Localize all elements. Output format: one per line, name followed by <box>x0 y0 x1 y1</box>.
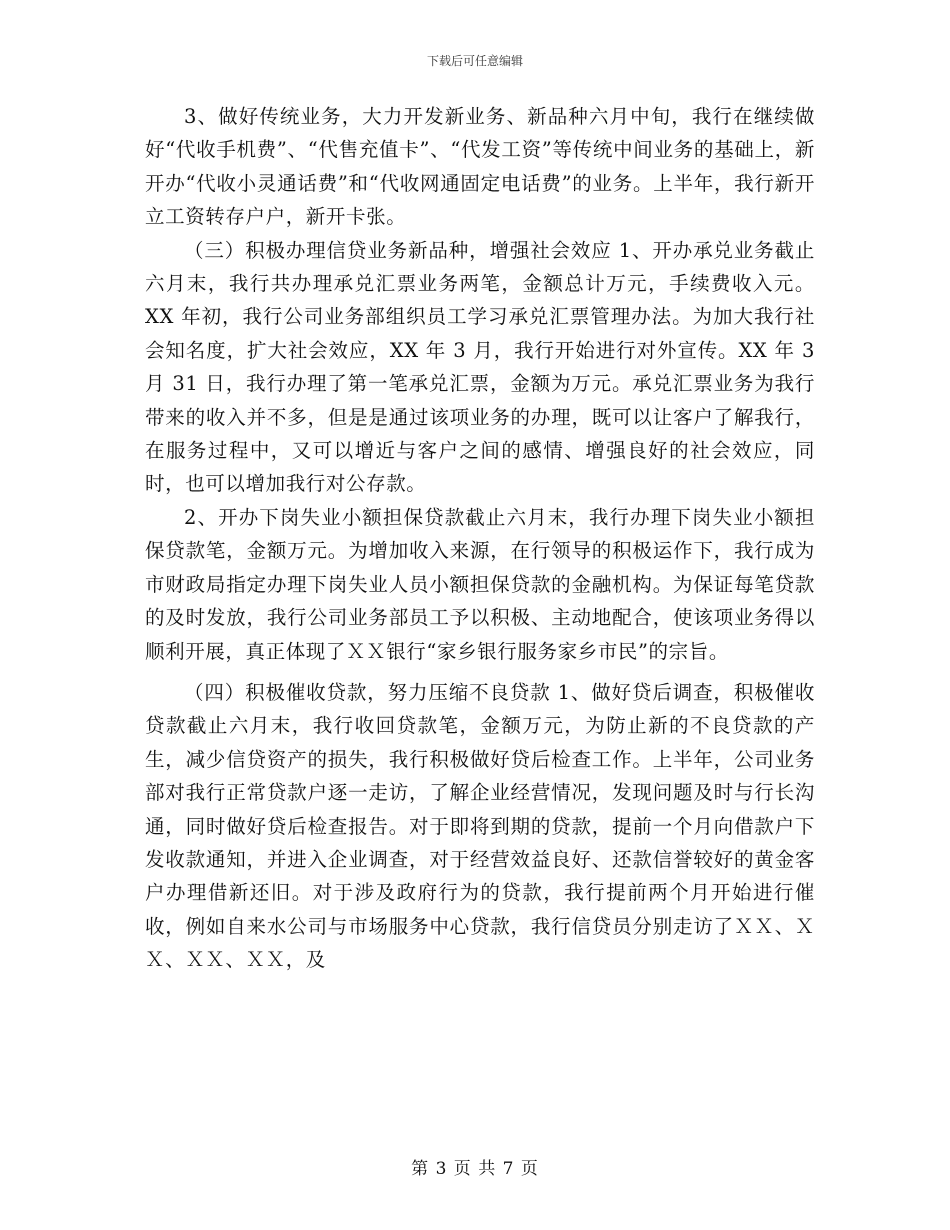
paragraph-loan-collection: （四）积极催收贷款，努力压缩不良贷款 1、做好贷后调查，积极催收贷款截止六月末，我行收回贷款笔，金额万元，为防止新的不良贷款的产生，减少信贷资产的损失，我行积极做好贷后检查工作。上半年，公司业务部对我行正常贷款户逐一走访，了解企业经营情况，发现问题及时与行长沟通，同时做好贷后检查报告。对于即将到期的贷款，提前一个月向借款户下发收款通知，并进入企业调查，对于经营效益良好、还款信誉较好的黄金客户办理借新还旧。对于涉及政府行为的贷款，我行提前两个月开始进行催收，例如自来水公司与市场服务中心贷款，我行信贷员分别走访了ＸＸ、ＸＸ、ＸＸ、ＸＸ，及 <box>145 680 815 972</box>
page-header: 下载后可任意编辑 <box>426 54 523 68</box>
document-body <box>145 100 815 977</box>
page-number: 第 3 页 共 7 页 <box>411 1159 539 1179</box>
paragraph-traditional-business: 3、做好传统业务，大力开发新业务、新品种六月中旬，我行在继续做好“代收手机费”、“代售充值卡”、“代发工资”等传统中间业务的基础上，新开办“代收小灵通话费”和“代收网通固定电话费”的业务。上半年，我行新开立工资转存户户，新开卡张。 <box>145 105 815 229</box>
paragraph-credit-new-products: （三）积极办理信贷业务新品种，增强社会效应 1、开办承兑业务截止六月末，我行共办理承兑汇票业务两笔，金额总计万元，手续费收入元。XX 年初，我行公司业务部组织员工学习承兑汇票管理办法。为加大我行社会知名度，扩大社会效应，XX 年 3 月，我行开始进行对外宣传。XX 年 3 月 31 日，我行办理了第一笔承兑汇票，金额为万元。承兑汇票业务为我行带来的收入并不多，但是是通过该项业务的办理，既可以让客户了解我行，在服务过程中，又可以增近与客户之间的感情、增强良好的社会效应，同时，也可以增加我行对公存款。 <box>145 238 815 496</box>
paragraph-small-guarantee-loans: 2、开办下岗失业小额担保贷款截止六月末，我行办理下岗失业小额担保贷款笔，金额万元。为增加收入来源，在行领导的积极运作下，我行成为市财政局指定办理下岗失业人员小额担保贷款的金融机构。为保证每笔贷款的及时发放，我行公司业务部员工予以积极、主动地配合，使该项业务得以顺利开展，真正体现了ＸＸ银行“家乡银行服务家乡市民”的宗旨。 <box>145 505 815 663</box>
